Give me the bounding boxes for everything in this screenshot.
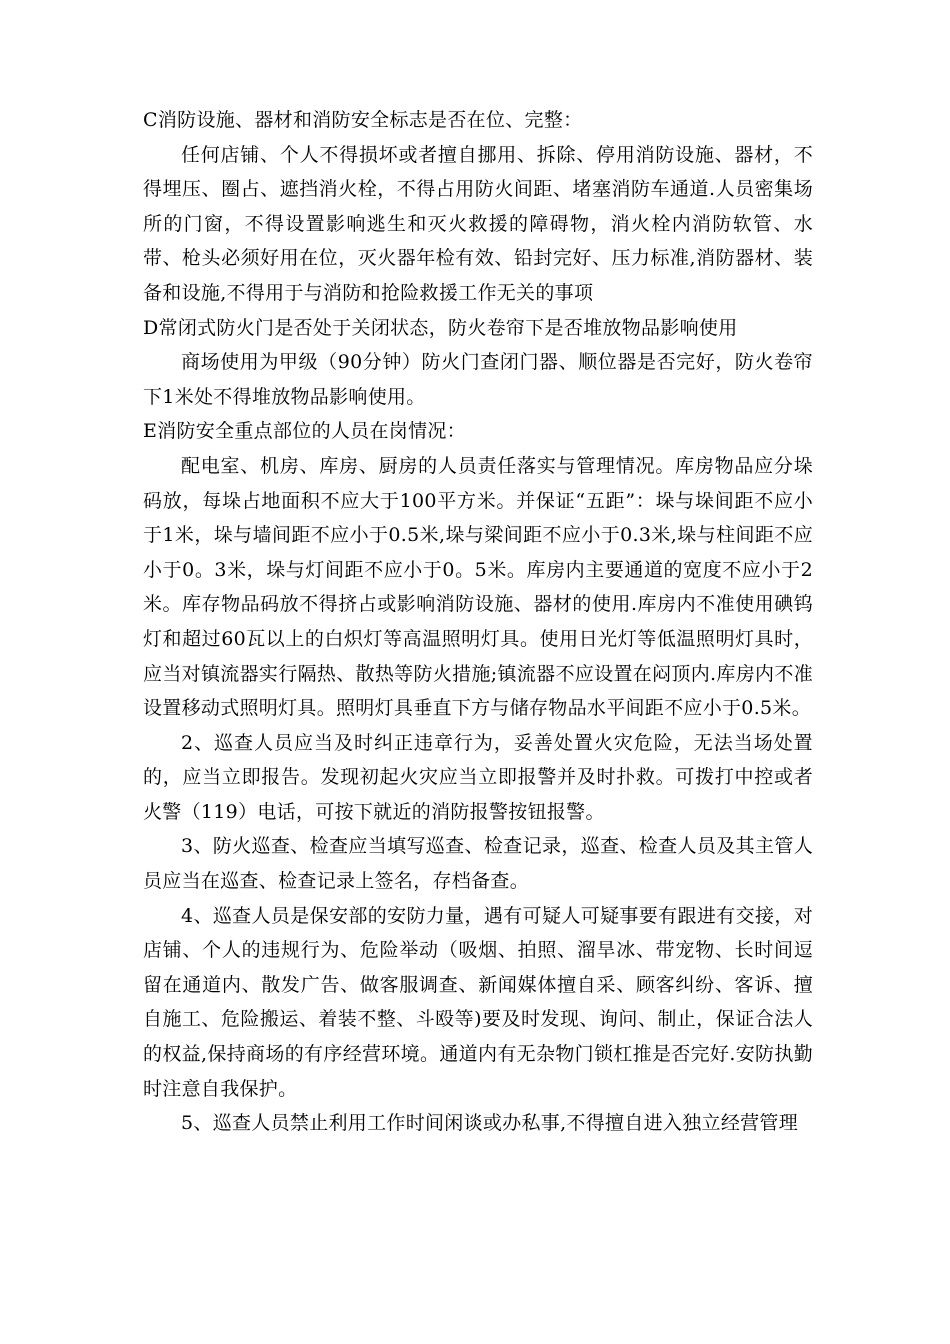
paragraph-fire-facilities: 任何店铺、个人不得损坏或者擅自挪用、拆除、停用消防设施、器材，不得埋压、圈占、遮挡消火栓，不得占用防火间距、堵塞消防车通道.人员密集场所的门窗，不得设置影响逃生和灭火救援的障碍物，消火栓内消防软管、水带、枪头必须好用在位，灭火器年检有效、铅封完好、压力标准,消防器材、装备和设施,不得用于与消防和抢险救援工作无关的事项 [143,143,813,304]
paragraph-item-4: 4、巡查人员是保安部的安防力量，遇有可疑人可疑事要有跟进有交接，对店铺、个人的违规行为、危险举动（吸烟、拍照、溜旱冰、带宠物、长时间逗留在通道内、散发广告、做客服调查、新闻媒体擅自采、顾客纠纷、客诉、擅自施工、危险搬运、着装不整、斗殴等)要及时发现、询问、制止，保证合法人的权益,保持商场的有序经营环境。通道内有无杂物门锁杠推是否完好.安防执勤时注意自我保护。 [143,904,813,1100]
document-body [143,103,813,1141]
section-heading-c: C消防设施、器材和消防安全标志是否在位、完整： [143,109,583,131]
paragraph-fire-doors: 商场使用为甲级（90分钟）防火门查闭门器、顺位器是否完好，防火卷帘下1米处不得堆放物品影响使用。 [143,351,813,408]
paragraph-item-3: 3、防火巡查、检查应当填写巡查、检查记录，巡查、检查人员及其主管人员应当在巡查、检查记录上签名，存档备查。 [143,835,813,893]
paragraph-key-areas: 配电室、机房、库房、厨房的人员责任落实与管理情况。库房物品应分垛码放，每垛占地面积不应大于100平方米。并保证“五距”：垛与垛间距不应小于1米，垛与墙间距不应小于0.5米,垛与梁间距不应小于0.3米,垛与柱间距不应小于0。3米，垛与灯间距不应小于0。5米。库房内主要通道的宽度不应小于2米。库存物品码放不得挤占或影响消防设施、器材的使用.库房内不准使用碘钨灯和超过60瓦以上的白炽灯等高温照明灯具。使用日光灯等低温照明灯具时，应当对镇流器实行隔热、散热等防火措施;镇流器不应设置在闷顶内.库房内不准设置移动式照明灯具。照明灯具垂直下方与储存物品水平间距不应小于0.5米。 [143,454,813,720]
paragraph-item-2: 2、巡查人员应当及时纠正违章行为，妥善处置火灾危险，无法当场处置的，应当立即报告。发现初起火灾应当立即报警并及时扑救。可拨打中控或者火警（119）电话，可按下就近的消防报警按钮报警。 [143,731,813,823]
section-heading-e: E消防安全重点部位的人员在岗情况： [143,420,466,443]
paragraph-item-5: 5、巡查人员禁止利用工作时间闲谈或办私事,不得擅自进入独立经营管理 [181,1112,799,1135]
section-heading-d: D常闭式防火门是否处于关闭状态，防火卷帘下是否堆放物品影响使用 [143,316,738,339]
